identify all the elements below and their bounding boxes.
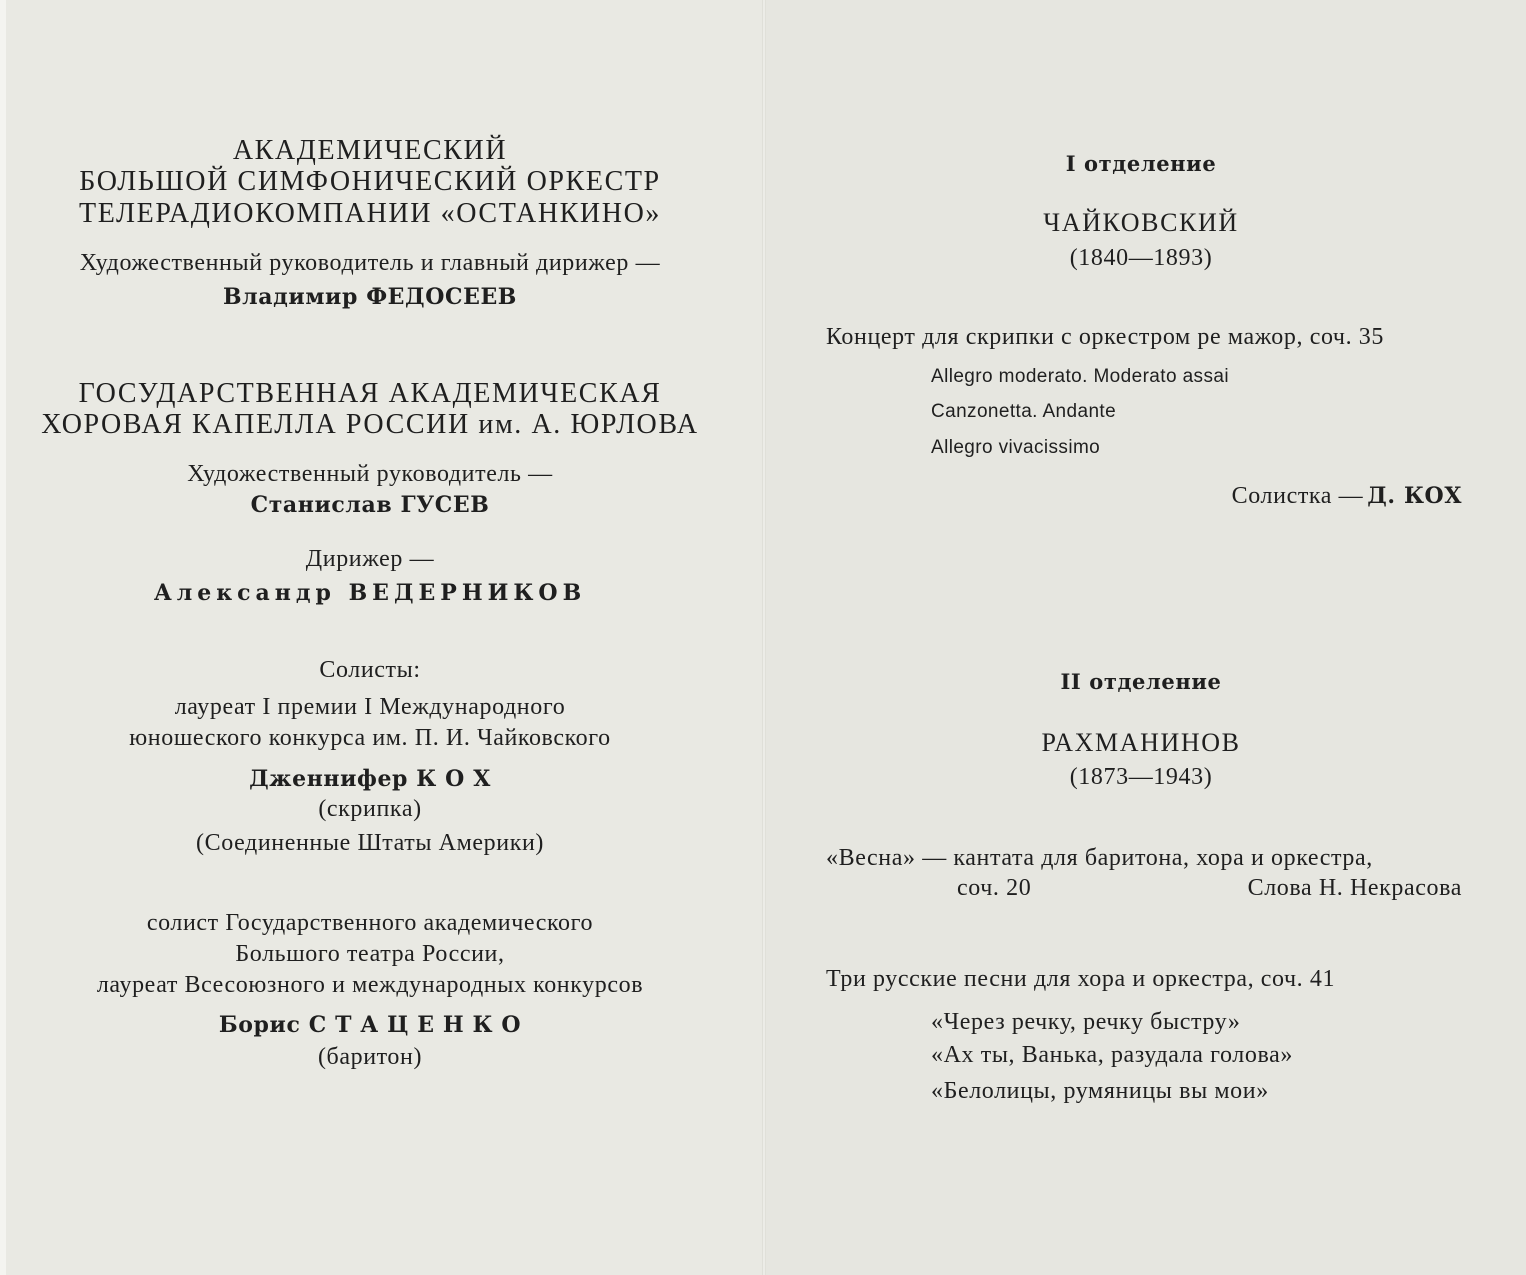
soloist1-name: Дженнифер К О Х <box>249 766 491 792</box>
soloist1-title-line-2: юношеского конкурса им. П. И. Чайковского <box>129 725 611 751</box>
orchestra-title-line-2: БОЛЬШОЙ СИМФОНИЧЕСКИЙ ОРКЕСТР <box>79 166 661 197</box>
part2-work1-line1: «Весна» — кантата для баритона, хора и оркестра, <box>826 845 1373 871</box>
choir-title-line-1: ГОСУДАРСТВЕННАЯ АКАДЕМИЧЕСКАЯ <box>78 378 662 409</box>
orchestra-director-role: Художественный руководитель и главный дирижер — <box>79 250 661 276</box>
part1-movement-2: Canzonetta. Andante <box>931 401 1117 422</box>
choir-title-line-2: ХОРОВАЯ КАПЕЛЛА РОССИИ им. А. ЮРЛОВА <box>41 409 699 440</box>
part2-song-3: «Белолицы, румяницы вы мои» <box>931 1078 1269 1104</box>
part2-work1-words: Слова Н. Некрасова <box>1247 875 1462 901</box>
part2-work1-opus: соч. 20 <box>957 875 1032 901</box>
part1-soloist-label: Солистка — <box>1231 483 1364 509</box>
soloist2-title-line-2: Большого театра России, <box>235 941 505 967</box>
part1-heading: I отделение <box>1065 151 1217 176</box>
choir-director-role: Художественный руководитель — <box>187 461 553 487</box>
part1-soloist-name: Д. КОХ <box>1367 483 1462 509</box>
part2-heading: II отделение <box>1060 669 1222 694</box>
part2-work2: Три русские песни для хора и оркестра, соч. 41 <box>826 966 1336 992</box>
part1-soloist <box>1232 483 1462 510</box>
soloist2-title-line-3: лауреат Всесоюзного и международных конкурсов <box>96 972 644 998</box>
part2-composer: РАХМАНИНОВ <box>1041 728 1241 757</box>
part2-song-2: «Ах ты, Ванька, разудала голова» <box>931 1042 1293 1068</box>
conductor-role: Дирижер — <box>305 546 435 572</box>
part1-composer: ЧАЙКОВСКИЙ <box>1043 208 1239 237</box>
soloist2-name: Борис С Т А Ц Е Н К О <box>218 1012 522 1038</box>
soloist1-title-line-1: лауреат I премии I Международного <box>174 694 566 720</box>
orchestra-title-line-1: АКАДЕМИЧЕСКИЙ <box>232 135 508 166</box>
choir-director-name: Станислав ГУСЕВ <box>250 492 490 518</box>
soloists-heading: Солисты: <box>319 657 421 683</box>
soloist1-country: (Соединенные Штаты Америки) <box>196 830 544 856</box>
part1-work: Концерт для скрипки с оркестром ре мажор, соч. 35 <box>826 324 1384 350</box>
soloist1-instrument: (скрипка) <box>318 796 422 822</box>
soloist2-title-line-1: солист Государственного академического <box>146 910 594 936</box>
orchestra-director-name: Владимир ФЕДОСЕЕВ <box>222 284 518 310</box>
soloist2-voice: (баритон) <box>317 1044 423 1070</box>
part2-song-1: «Через речку, речку быстру» <box>931 1009 1241 1035</box>
part1-movement-1: Allegro moderato. Moderato assai <box>931 366 1229 387</box>
conductor-name: Александр ВЕДЕРНИКОВ <box>153 580 587 606</box>
orchestra-title-line-3: ТЕЛЕРАДИОКОМПАНИИ «ОСТАНКИНО» <box>78 198 661 229</box>
part2-years: (1873—1943) <box>1069 764 1213 790</box>
part1-years: (1840—1893) <box>1069 245 1213 271</box>
part1-movement-3: Allegro vivacissimo <box>931 437 1101 458</box>
